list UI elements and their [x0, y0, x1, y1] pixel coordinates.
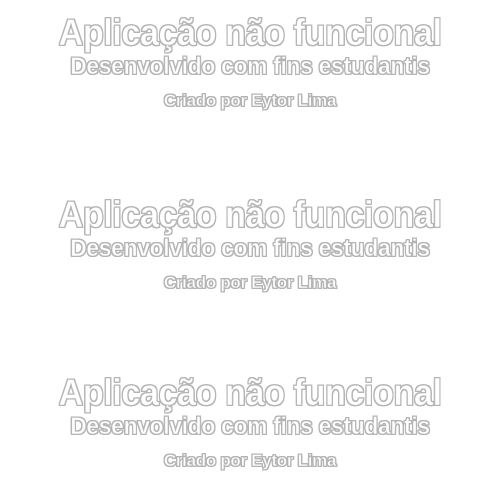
watermark-title: Aplicação não funcional	[58, 372, 442, 413]
watermark-credit: Criado por Eytor Lima	[163, 91, 337, 110]
watermark-subtitle: Desenvolvido com fins estudantis	[70, 413, 430, 440]
watermark-title: Aplicação não funcional	[58, 194, 442, 235]
watermark-subtitle: Desenvolvido com fins estudantis	[70, 53, 430, 80]
watermark-title: Aplicação não funcional	[58, 12, 442, 53]
watermark-block-3	[0, 374, 500, 469]
watermark-credit: Criado por Eytor Lima	[163, 451, 337, 470]
watermark-subtitle: Desenvolvido com fins estudantis	[70, 235, 430, 262]
watermark-block-2	[0, 196, 500, 291]
watermark-block-1	[0, 14, 500, 109]
watermark-credit: Criado por Eytor Lima	[163, 273, 337, 292]
